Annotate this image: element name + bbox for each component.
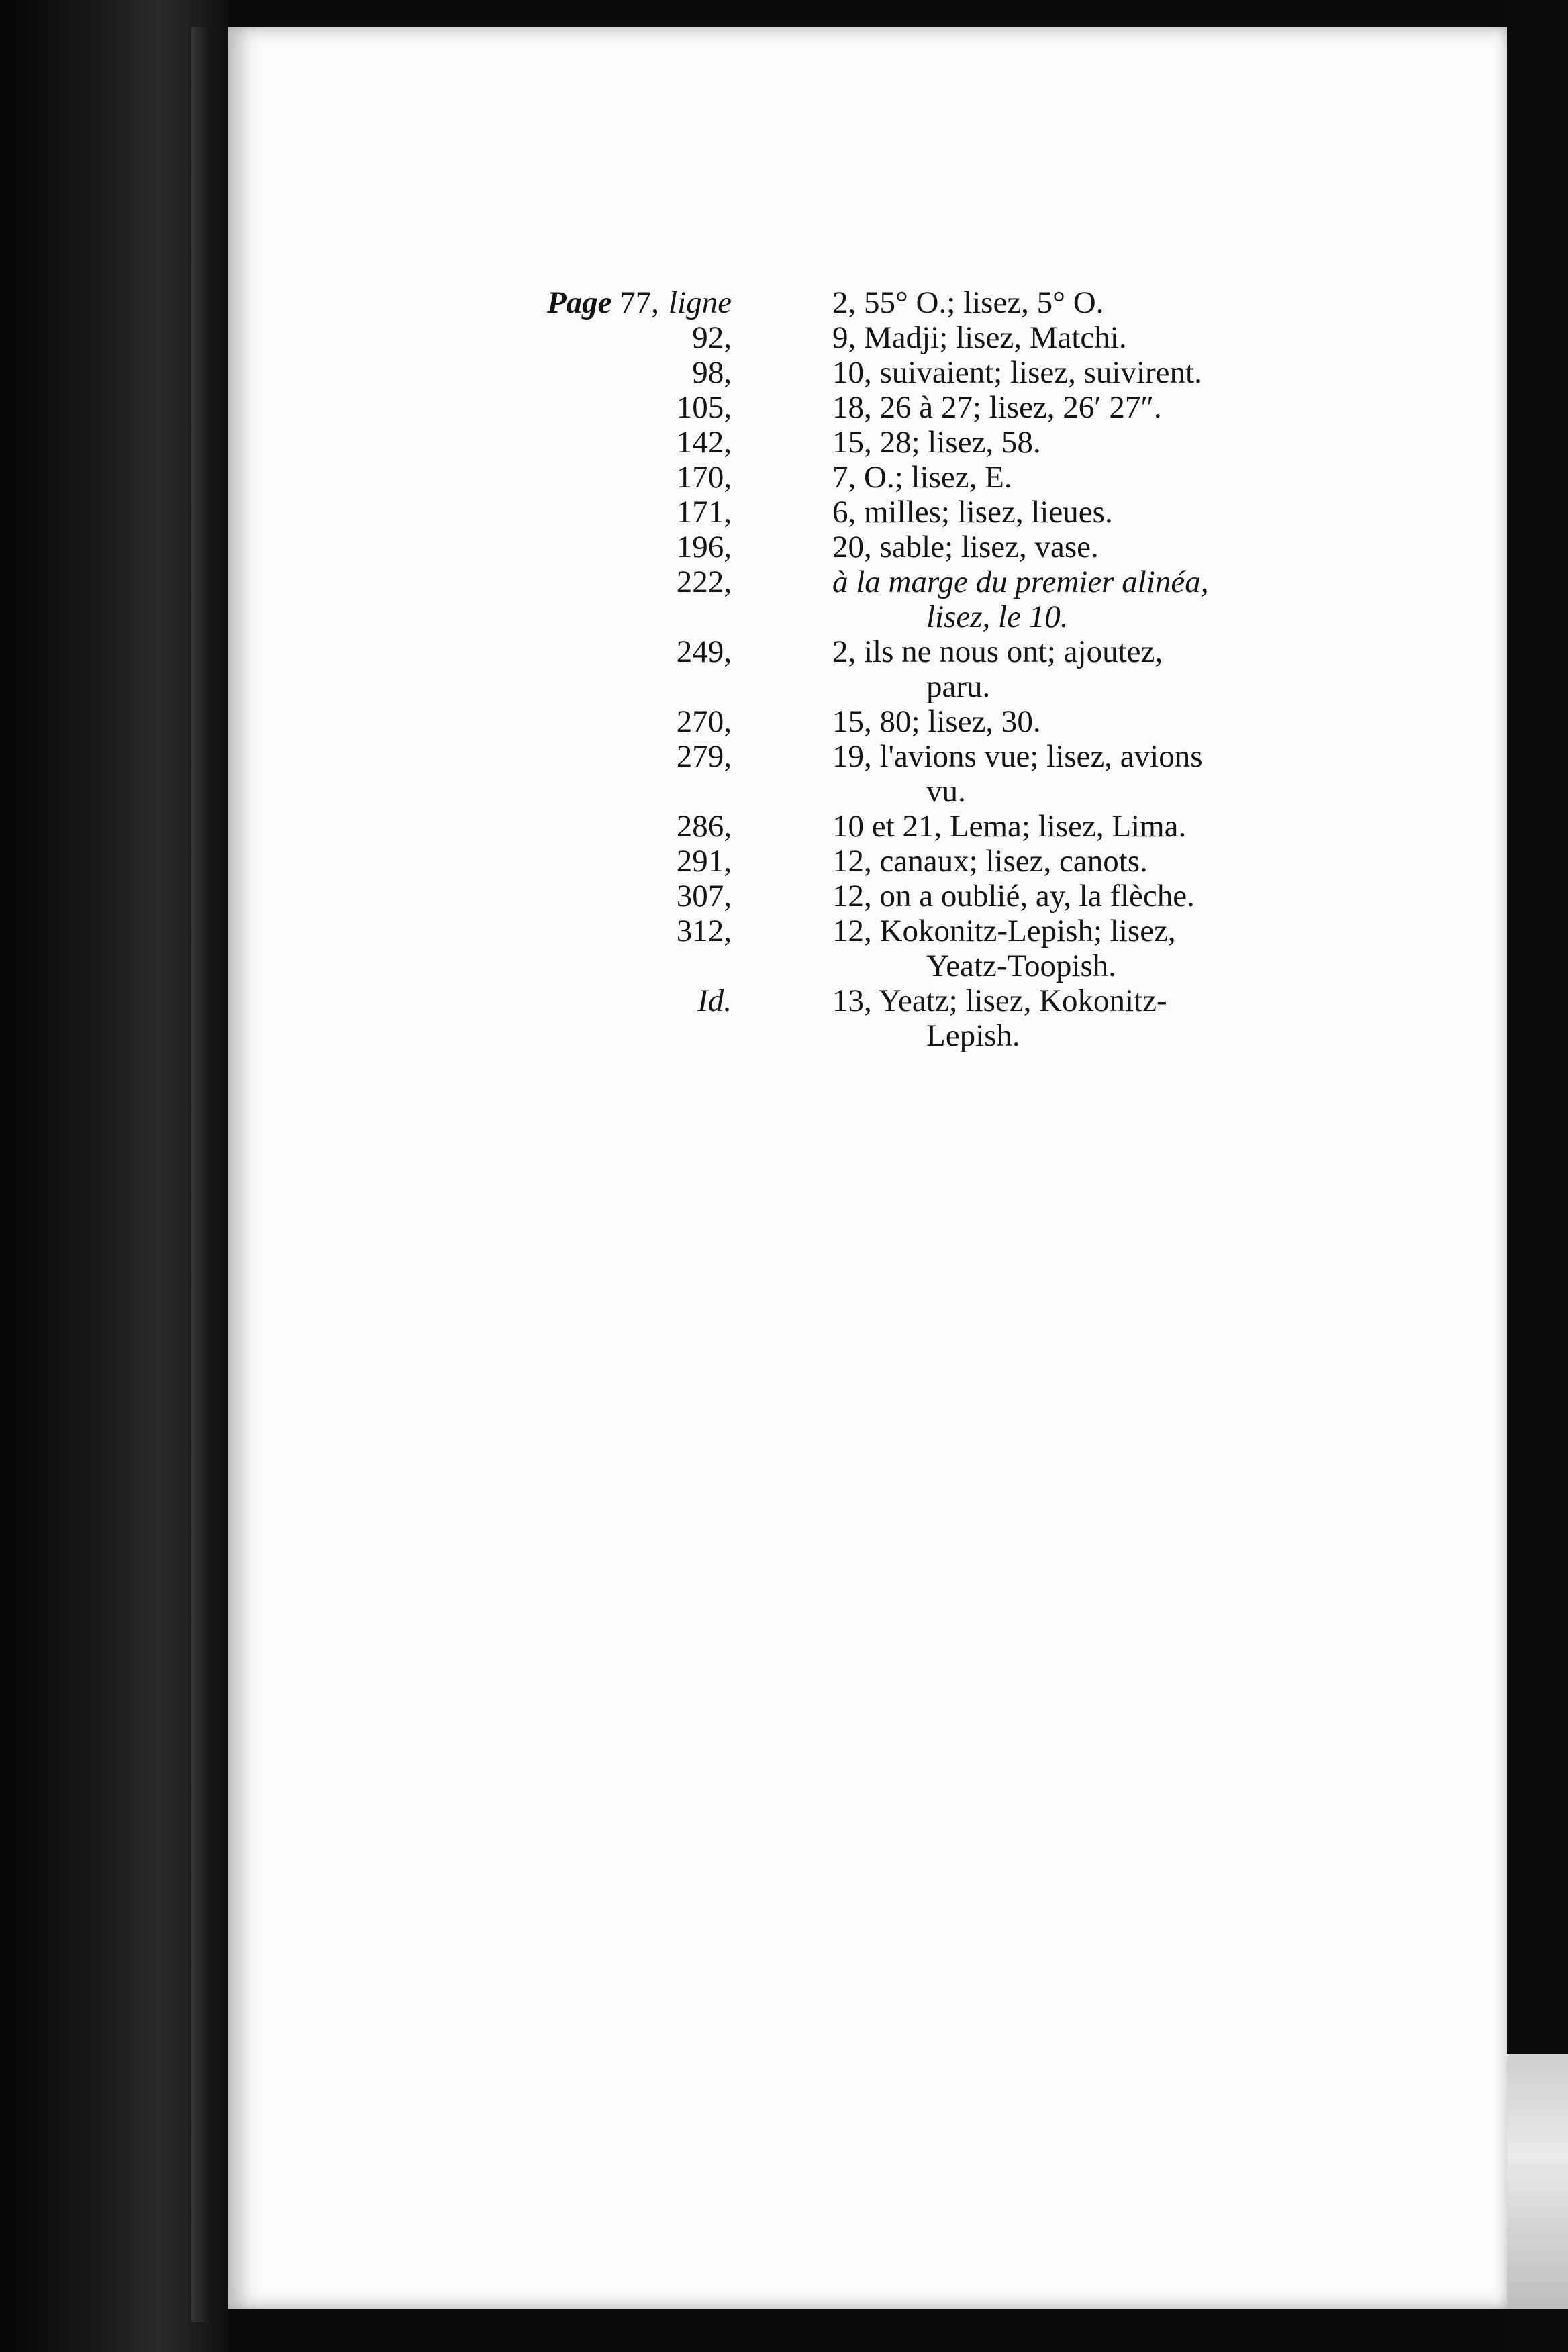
correction-text: Kokonitz-Lepish; lisez,	[879, 914, 1176, 948]
correction-text: on a oublié, ay, la flèche.	[879, 879, 1195, 914]
line-number: 7,	[832, 460, 856, 495]
line-number: 12,	[832, 914, 872, 948]
errata-row	[550, 320, 1356, 355]
page-number: 196,	[676, 530, 732, 565]
correction-text: Lema; lisez, Lima.	[949, 809, 1187, 844]
page-ref	[383, 285, 732, 320]
errata-row	[550, 425, 1356, 460]
correction-line	[832, 704, 1356, 739]
line-number: 9,	[832, 320, 856, 355]
correction-continuation: Yeatz-Toopish.	[926, 948, 1117, 983]
scan-border-bottom	[228, 2309, 1507, 2352]
page-number: 312,	[676, 914, 732, 948]
errata-row	[550, 844, 1356, 879]
page-number: 170,	[676, 460, 732, 495]
correction-text: canaux; lisez, canots.	[879, 844, 1148, 879]
correction-text: Yeatz; lisez, Kokonitz-	[878, 983, 1167, 1018]
page-label: Page	[546, 285, 612, 320]
page-number: 105,	[676, 390, 732, 425]
scan-border-right	[1507, 0, 1568, 2352]
correction-line	[832, 530, 1356, 565]
correction-text: 28; lisez, 58.	[879, 425, 1041, 460]
correction-line	[832, 425, 1356, 460]
line-number: 10,	[832, 355, 872, 390]
next-page-edge	[1507, 2054, 1568, 2309]
errata-row	[550, 460, 1356, 495]
correction-line	[832, 739, 1356, 774]
page-number: 270,	[676, 704, 732, 739]
line-number: 2,	[832, 285, 856, 320]
page-number: 286,	[676, 809, 732, 844]
errata-row	[546, 285, 1356, 320]
line-number: 13,	[832, 983, 872, 1018]
correction-line	[832, 634, 1356, 669]
errata-row	[550, 530, 1356, 565]
page-number: Id.	[697, 983, 732, 1018]
correction-text: sable; lisez, vase.	[879, 530, 1099, 565]
correction-line	[832, 879, 1356, 914]
correction-text: milles; lisez, lieues.	[864, 495, 1113, 530]
correction-text: Madji; lisez, Matchi.	[864, 320, 1127, 355]
line-number: 19,	[832, 739, 872, 774]
correction-continuation: paru.	[926, 669, 991, 704]
line-number: 15,	[832, 425, 872, 460]
page-number: 171,	[676, 495, 732, 530]
errata-row	[550, 704, 1356, 739]
page-number: 98,	[692, 355, 732, 390]
correction-line	[832, 914, 1356, 948]
correction-text: 26 à 27; lisez, 26′ 27″.	[879, 390, 1162, 425]
line-number: 12,	[832, 879, 872, 914]
correction-text: ils ne nous ont; ajoutez,	[864, 634, 1163, 669]
line-number: 18,	[832, 390, 872, 425]
errata-row	[550, 634, 1356, 704]
page-number: 77,	[620, 285, 660, 320]
line-number: 15,	[832, 704, 872, 739]
errata-row	[550, 355, 1356, 390]
errata-row	[550, 565, 1356, 634]
correction-continuation: lisez, le 10.	[926, 599, 1069, 634]
errata-row	[550, 390, 1356, 425]
line-number: 6,	[832, 495, 856, 530]
page-number: 307,	[676, 879, 732, 914]
correction-text: l'avions vue; lisez, avions	[879, 739, 1203, 774]
correction-line	[832, 320, 1356, 355]
page-number: 249,	[676, 634, 732, 669]
line-number: 12,	[832, 844, 872, 879]
line-number: 10 et 21,	[832, 809, 942, 844]
page-number: 222,	[676, 565, 732, 599]
correction-line	[832, 390, 1356, 425]
errata-row	[550, 914, 1356, 983]
correction-line	[832, 809, 1356, 844]
correction-continuation: vu.	[926, 774, 966, 809]
correction-text: à la marge du premier alinéa,	[832, 565, 1209, 599]
correction-line	[832, 355, 1356, 390]
errata-row	[550, 495, 1356, 530]
correction-line	[832, 495, 1356, 530]
correction-text: O.; lisez, E.	[864, 460, 1012, 495]
correction-text: 55° O.; lisez, 5° O.	[864, 285, 1104, 320]
errata-row	[550, 739, 1356, 809]
line-number: 20,	[832, 530, 872, 565]
page-number: 279,	[676, 739, 732, 774]
errata-row	[550, 809, 1356, 844]
correction-text: 80; lisez, 30.	[879, 704, 1041, 739]
correction-continuation: Lepish.	[926, 1018, 1020, 1053]
ligne-label: ligne	[669, 285, 732, 320]
spine-edge	[191, 27, 211, 2322]
line-number: 2,	[832, 634, 856, 669]
correction-line	[832, 844, 1356, 879]
correction-line	[832, 285, 1356, 320]
correction-line	[832, 460, 1356, 495]
errata-row	[550, 879, 1356, 914]
correction-line	[832, 983, 1356, 1018]
correction-line	[832, 565, 1356, 599]
page-number: 291,	[676, 844, 732, 879]
page-number: 142,	[676, 425, 732, 460]
errata-row	[550, 983, 1356, 1053]
page-number: 92,	[692, 320, 732, 355]
correction-text: suivaient; lisez, suivirent.	[879, 355, 1202, 390]
errata-list	[546, 285, 1356, 1053]
